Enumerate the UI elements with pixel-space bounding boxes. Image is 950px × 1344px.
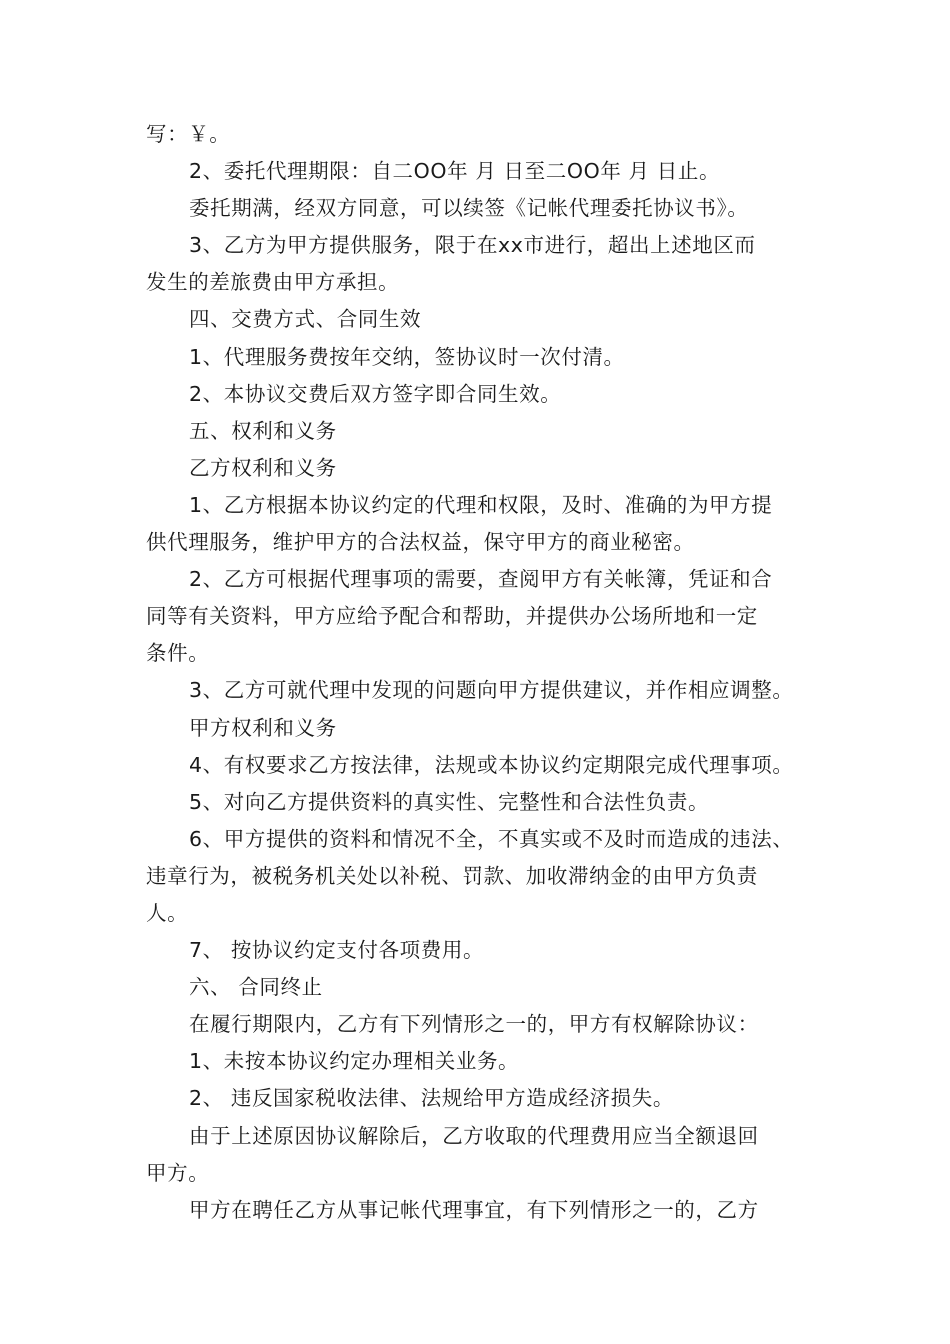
- text-line: 写：￥。: [146, 122, 231, 146]
- text-line: 1、代理服务费按年交纳，签协议时一次付清。: [189, 344, 625, 369]
- text-line: 五、权利和义务: [189, 418, 337, 443]
- text-line: 7、 按协议约定支付各项费用。: [189, 938, 485, 963]
- text-line: 1、乙方根据本协议约定的代理和权限，及时、准确的为甲方提: [189, 492, 773, 517]
- text-line: 同等有关资料，甲方应给予配合和帮助，并提供办公场所地和一定: [146, 604, 758, 629]
- text-line: 条件。: [146, 641, 210, 666]
- text-line: 5、对向乙方提供资料的真实性、完整性和合法性负责。: [189, 789, 710, 814]
- text-line: 3、乙方可就代理中发现的问题向甲方提供建议，并作相应调整。: [189, 678, 794, 703]
- text-line: 甲方在聘任乙方从事记帐代理事宜，有下列情形之一的，乙方: [189, 1197, 759, 1222]
- text-line: 人。: [146, 900, 189, 925]
- document-body: [146, 116, 816, 1229]
- text-line: 2、乙方可根据代理事项的需要，查阅甲方有关帐簿，凭证和合: [189, 567, 773, 592]
- text-line: 甲方权利和义务: [189, 715, 337, 740]
- text-line: 四、交费方式、合同生效: [189, 307, 422, 332]
- text-line: 乙方权利和义务: [189, 455, 337, 480]
- text-line: 六、 合同终止: [189, 975, 323, 1000]
- text-line: 1、未按本协议约定办理相关业务。: [189, 1049, 520, 1074]
- text-line: 发生的差旅费由甲方承担。: [146, 270, 400, 295]
- text-line: 甲方。: [146, 1160, 210, 1185]
- text-line: 供代理服务，维护甲方的合法权益，保守甲方的商业秘密。: [146, 530, 695, 555]
- text-line: 违章行为，被税务机关处以补税、罚款、加收滞纳金的由甲方负责: [146, 863, 758, 888]
- text-line: 4、有权要求乙方按法律，法规或本协议约定期限完成代理事项。: [189, 752, 794, 777]
- text-line: 在履行期限内，乙方有下列情形之一的，甲方有权解除协议：: [189, 1012, 759, 1037]
- text-line: 3、乙方为甲方提供服务，限于在xx市进行，超出上述地区而: [189, 233, 756, 258]
- text-line: 2、 违反国家税收法律、法规给甲方造成经济损失。: [189, 1086, 674, 1111]
- text-line: 委托期满，经双方同意，可以续签《记帐代理委托协议书》。: [189, 196, 749, 221]
- text-line: 2、本协议交费后双方签字即合同生效。: [189, 381, 562, 406]
- text-line: 2、委托代理期限：自二OO年 月 日至二OO年 月 日止。: [189, 159, 721, 184]
- text-line: 由于上述原因协议解除后，乙方收取的代理费用应当全额退回: [189, 1123, 759, 1148]
- text-line: 6、甲方提供的资料和情况不全，不真实或不及时而造成的违法、: [189, 826, 794, 851]
